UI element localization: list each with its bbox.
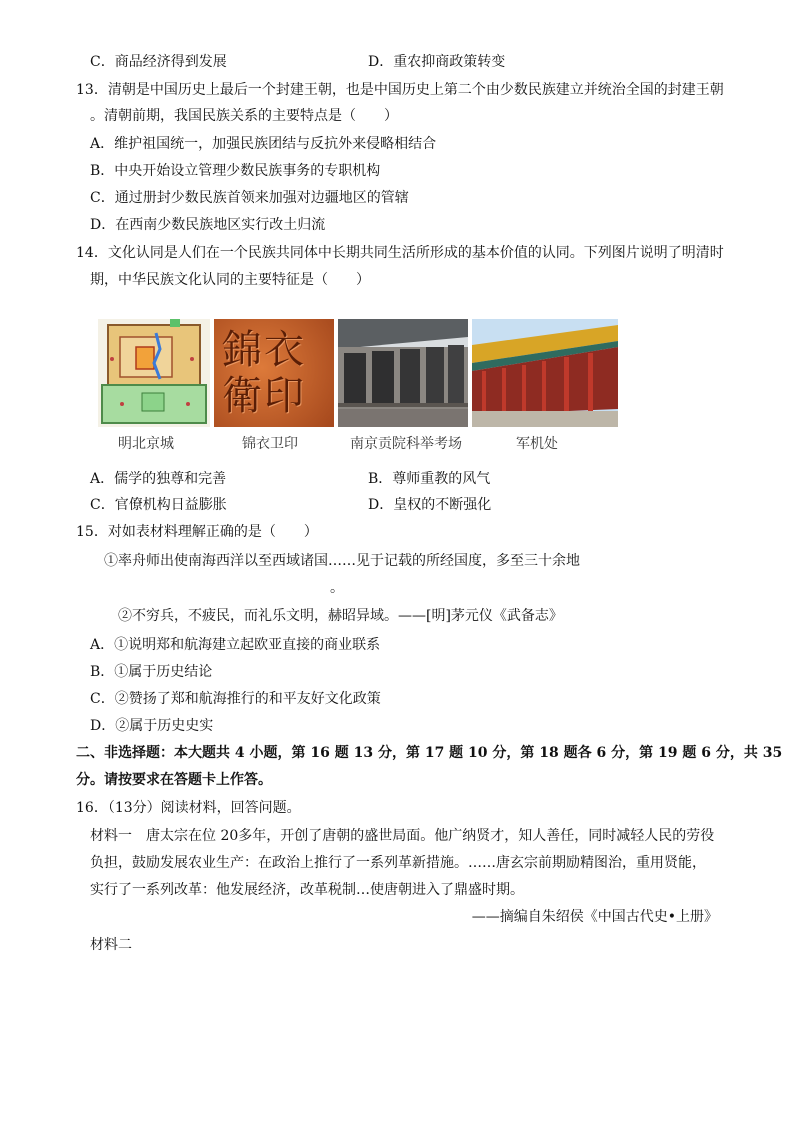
section2-heading-line2: 分。请按要求在答题卡上作答。 [76,772,272,788]
seal-text: 錦衣衛印 [222,327,306,419]
q13-option-b: B．中央开始设立管理少数民族事务的专职机构 [90,163,381,179]
q16-material1-line1: 材料一 唐太宗在位 20多年，开创了唐朝的盛世局面。他广纳贤才，知人善任，同时减轻人民的劳役 [90,828,715,844]
q14-stem-line1: 14．文化认同是人们在一个民族共同体中长期共同生活所形成的基本价值的认同。下列图片说明了明清时 [76,245,724,261]
q13-option-d: D．在西南少数民族地区实行改土归流 [90,217,326,233]
q12-option-c: C．商品经济得到发展 [90,54,227,70]
q14-option-a: A．儒学的独尊和完善 [90,471,227,487]
exam-cells-building-icon [338,319,468,427]
q15-option-c: C．②赞扬了郑和航海推行的和平友好文化政策 [90,691,381,707]
q14-caption-2: 锦衣卫印 [242,436,298,452]
q14-caption-4: 军机处 [516,436,558,452]
q14-option-d: D．皇权的不断强化 [368,497,492,513]
q13-stem-line2: 。清朝前期，我国民族关系的主要特点是（ ） [90,108,398,124]
q16-source: ——摘编自朱绍侯《中国古代史•上册》 [471,909,718,925]
q14-figure [98,319,618,459]
q15-option-a: A．①说明郑和航海建立起欧亚直接的商业联系 [90,637,381,653]
q16-material2-label: 材料二 [90,937,132,953]
q14-caption-3: 南京贡院科举考场 [350,436,462,452]
palace-corridor-icon [472,319,618,427]
q15-option-d: D．②属于历史史实 [90,718,214,734]
q16-material1-line3: 实行了一系列改革：他发展经济，改革税制…使唐朝进入了鼎盛时期。 [90,882,524,898]
q15-material1-line2: 。 [330,580,344,596]
q13-option-a: A．维护祖国统一，加强民族团结与反抗外来侵略相结合 [90,136,437,152]
q15-material2: ②不穷兵，不疲民，而礼乐文明，赫昭异域。——[明]茅元仪《武备志》 [118,608,563,624]
q15-option-b: B．①属于历史结论 [90,664,213,680]
q12-option-d: D．重农抑商政策转变 [368,54,506,70]
q16-material1-line2: 负担，鼓励发展农业生产：在政治上推行了一系列革新措施。……唐玄宗前期励精图治，重用贤能， [90,855,706,871]
q13-option-c: C．通过册封少数民族首领来加强对边疆地区的管辖 [90,190,409,206]
q14-stem-line2: 期，中华民族文化认同的主要特征是（ ） [90,272,370,288]
seal-stamp-icon [214,319,334,427]
q14-option-c: C．官僚机构日益膨胀 [90,497,227,513]
q14-option-b: B．尊师重教的风气 [368,471,491,487]
q15-material1-line1: ①率舟师出使南海西洋以至西域诸国……见于记载的所经国度，多至三十余地 [104,553,580,569]
q15-stem: 15．对如表材料理解正确的是（ ） [76,524,318,540]
section2-heading-line1: 二、非选择题：本大题共 4 小题，第 16 题 13 分，第 17 题 10 分，第 18 题各 6 分，第 19 题 6 分，共 35 [76,745,783,761]
q16-stem: 16．（13分）阅读材料，回答问题。 [76,800,301,816]
q13-stem-line1: 13．清朝是中国历史上最后一个封建王朝，也是中国历史上第二个由少数民族建立并统治全国的封建王朝 [76,82,724,98]
map-of-ming-beijing-icon [98,319,210,427]
q14-caption-1: 明北京城 [118,436,174,452]
